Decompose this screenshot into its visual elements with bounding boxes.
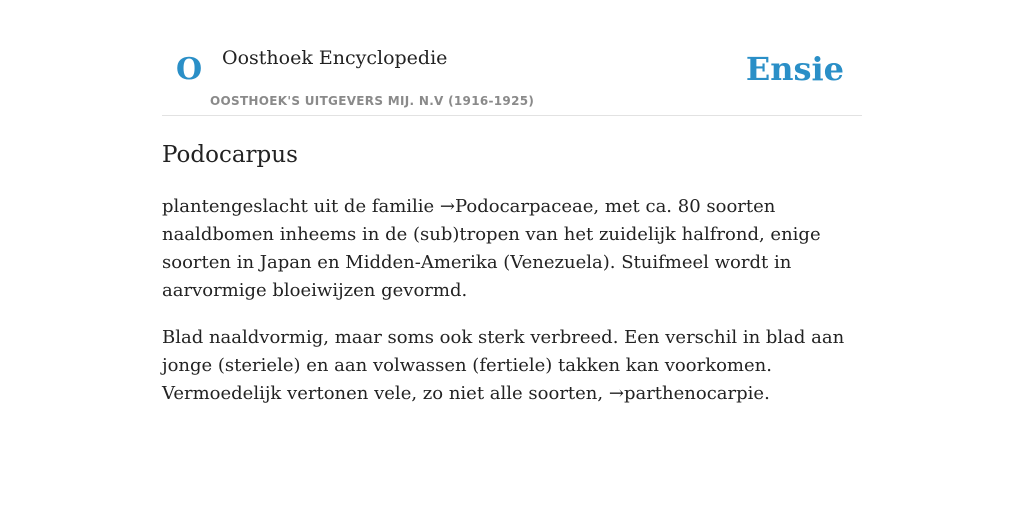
entry-paragraph-1 <box>162 193 862 305</box>
entry-title: Podocarpus <box>162 142 298 168</box>
paragraph-text: Blad naaldvormig, maar soms ook sterk verbreed. Een verschil in blad aan jonge (steriele) en aan volwassen (fertiele) takken kan voorkomen. Vermoedelijk vertonen vele, zo niet alle soorten, <box>162 327 845 404</box>
entry-paragraph-2 <box>162 324 862 408</box>
site-header <box>162 0 862 116</box>
site-logo[interactable]: O <box>176 52 203 87</box>
paragraph-text: , met ca. 80 soorten naaldbomen inheems in de (sub)tropen van het zuidelijk halfrond, enige soorten in Japan en Midden-Amerika (Venezuela). Stuifmeel wordt in aarvormige bloeiwijzen gevormd. <box>162 196 821 301</box>
publisher-label: OOSTHOEK'S UITGEVERS MIJ. N.V (1916-1925) <box>210 94 535 108</box>
entry-body <box>162 193 862 408</box>
site-name[interactable]: Oosthoek Encyclopedie <box>222 47 448 69</box>
paragraph-text: . <box>764 383 770 404</box>
parthenocarpie-link[interactable]: →parthenocarpie <box>608 383 765 404</box>
paragraph-text: plantengeslacht uit de familie <box>162 196 440 217</box>
page-container <box>162 0 862 427</box>
podocarpaceae-link[interactable]: →Podocarpaceae <box>439 196 594 217</box>
ensie-brand-link[interactable]: Ensie <box>745 50 844 88</box>
